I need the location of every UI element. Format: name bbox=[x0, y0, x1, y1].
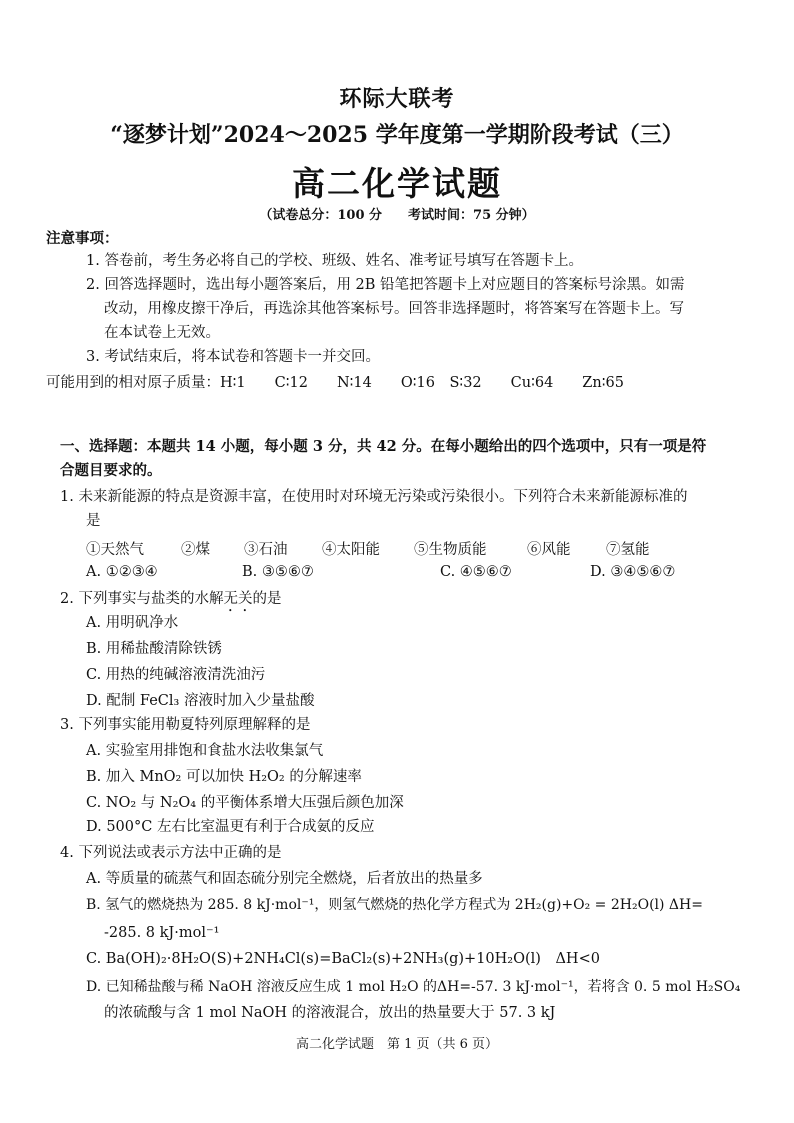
q1-item: ⑦氢能 bbox=[606, 542, 650, 558]
q1-item: ⑤生物质能 bbox=[414, 542, 487, 558]
q2-stem-post: 的是 bbox=[252, 591, 282, 607]
notice-item-2-cont2: 在本试卷上无效。 bbox=[104, 325, 220, 341]
notice-item-1: 1. 答卷前，考生务必将自己的学校、班级、姓名、准考证号填写在答题卡上。 bbox=[86, 253, 583, 269]
q2-option-b: B. 用稀盐酸清除铁锈 bbox=[86, 641, 222, 657]
q2-stem-pre: 2. 下列事实与盐类的水解 bbox=[60, 591, 224, 607]
q1-item: ⑥风能 bbox=[527, 542, 571, 558]
exam-title: “逐梦计划”2024～2025 学年度第一学期阶段考试（三） bbox=[110, 122, 684, 148]
q4-option-c: C. Ba(OH)₂·8H₂O(S)+2NH₄Cl(s)=BaCl₂(s)+2NH₃(g)+10H₂O(l) ΔH<0 bbox=[86, 951, 600, 967]
q1-option-d: D. ③④⑤⑥⑦ bbox=[590, 564, 676, 580]
q4-option-d: D. 已知稀盐酸与稀 NaOH 溶液反应生成 1 mol H₂O 的ΔH=-57. 3 kJ·mol⁻¹，若将含 0. 5 mol H₂SO₄ bbox=[86, 979, 741, 995]
atomic-mass: 可能用到的相对原子质量：H∶1 C∶12 N∶14 O∶16 S∶32 Cu∶64 Zn∶65 bbox=[46, 375, 624, 391]
q3-option-d: D. 500°C 左右比室温更有利于合成氨的反应 bbox=[86, 819, 375, 835]
q2-stem-emphasis: 无关 bbox=[223, 591, 253, 607]
section1-intro-cont: 合题目要求的。 bbox=[60, 462, 162, 479]
q1-item: ④太阳能 bbox=[322, 542, 380, 558]
notice-heading: 注意事项： bbox=[46, 230, 119, 247]
q2-option-d: D. 配制 FeCl₃ 溶液时加入少量盐酸 bbox=[86, 693, 315, 709]
q4-option-b: B. 氢气的燃烧热为 285. 8 kJ·mol⁻¹，则氢气燃烧的热化学方程式为 2H₂(g)+O₂ = 2H₂O(l) ΔH= bbox=[86, 897, 703, 913]
q3-option-b: B. 加入 MnO₂ 可以加快 H₂O₂ 的分解速率 bbox=[86, 769, 362, 785]
q3-option-c: C. NO₂ 与 N₂O₄ 的平衡体系增大压强后颜色加深 bbox=[86, 795, 404, 811]
q4-option-a: A. 等质量的硫蒸气和固态硫分别完全燃烧，后者放出的热量多 bbox=[86, 871, 483, 887]
q3-option-a: A. 实验室用排饱和食盐水法收集氯气 bbox=[86, 743, 324, 759]
q1-item: ②煤 bbox=[181, 542, 210, 558]
q1-item: ③石油 bbox=[244, 542, 288, 558]
notice-item-2: 2. 回答选择题时，选出每小题答案后，用 2B 铅笔把答题卡上对应题目的答案标号涂黑。如需 bbox=[86, 277, 685, 293]
q4-option-d-cont: 的浓硫酸与含 1 mol NaOH 的溶液混合，放出的热量要大于 57. 3 kJ bbox=[104, 1005, 556, 1021]
q2-option-c: C. 用热的纯碱溶液清洗油污 bbox=[86, 667, 266, 683]
q1-stem-cont: 是 bbox=[86, 513, 101, 529]
q1-option-a: A. ①②③④ bbox=[86, 564, 158, 580]
exam-org-title: 环际大联考 bbox=[339, 86, 455, 112]
notice-item-3: 3. 考试结束后，将本试卷和答题卡一并交回。 bbox=[86, 349, 380, 365]
page-footer: 高二化学试题 第 1 页（共 6 页） bbox=[295, 1037, 499, 1052]
q2-stem bbox=[60, 590, 281, 615]
subject-title: 高二化学试题 bbox=[292, 164, 502, 203]
q3-stem: 3. 下列事实能用勒夏特列原理解释的是 bbox=[60, 717, 311, 733]
q4-option-b-cont: -285. 8 kJ·mol⁻¹ bbox=[104, 925, 220, 941]
q2-option-a: A. 用明矾净水 bbox=[86, 615, 179, 631]
q4-stem: 4. 下列说法或表示方法中正确的是 bbox=[60, 845, 282, 861]
notice-item-2-cont: 改动，用橡皮擦干净后，再选涂其他答案标号。回答非选择题时，将答案写在答题卡上。写 bbox=[104, 301, 684, 317]
q1-option-b: B. ③⑤⑥⑦ bbox=[242, 564, 314, 580]
q1-stem: 1. 未来新能源的特点是资源丰富，在使用时对环境无污染或污染很小。下列符合未来新能源标准的 bbox=[60, 489, 688, 505]
exam-meta: （试卷总分：100 分 考试时间：75 分钟） bbox=[259, 208, 535, 223]
q1-item: ①天然气 bbox=[86, 542, 144, 558]
section1-intro: 一、选择题：本题共 14 小题，每小题 3 分，共 42 分。在每小题给出的四个选项中，只有一项是符 bbox=[60, 438, 707, 455]
q1-option-c: C. ④⑤⑥⑦ bbox=[440, 564, 512, 580]
